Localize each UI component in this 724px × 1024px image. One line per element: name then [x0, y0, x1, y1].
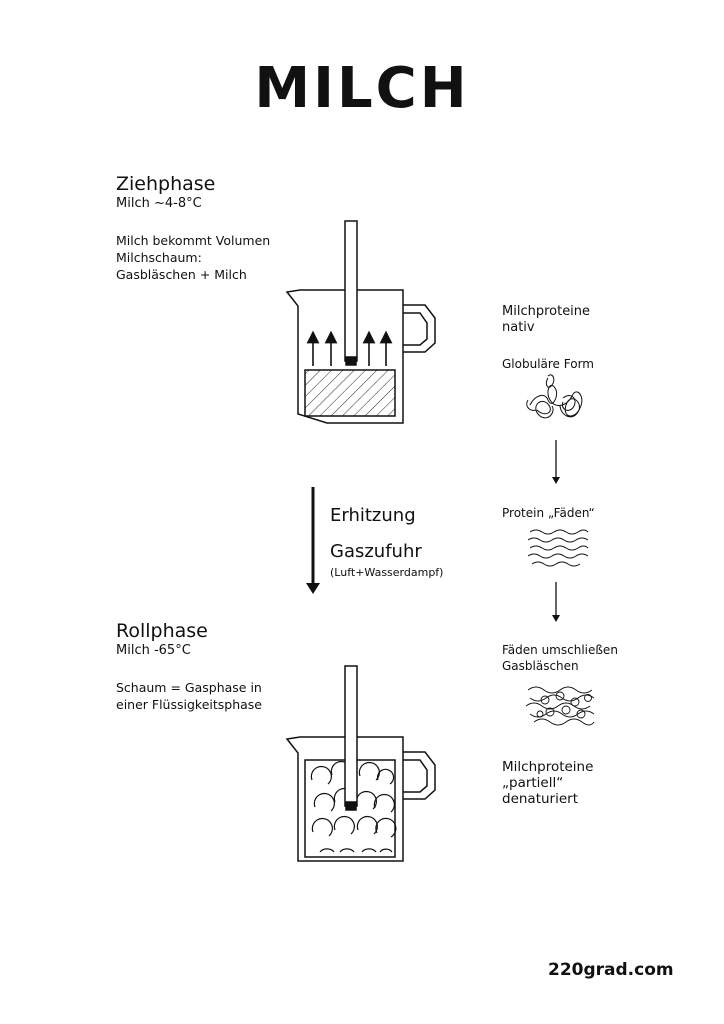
page-title: MILCH: [254, 56, 470, 121]
enclose-line: Fäden umschließen: [502, 643, 618, 657]
process-arrow: [306, 487, 320, 594]
right-arrow-2: [552, 582, 560, 622]
ziehphase-line: Milchschaum:: [116, 250, 202, 265]
native-line: Milchproteine: [502, 304, 591, 319]
denat-line: denaturiert: [502, 791, 579, 807]
denat-line: „partiell“: [502, 775, 564, 791]
ziehphase-temp: Milch ~4-8°C: [116, 196, 202, 211]
protein-threads-icon: [528, 530, 588, 566]
pitcher-ziehphase: [287, 221, 435, 423]
globular-label: Globuläre Form: [502, 357, 594, 371]
ziehphase-line: Gasbläschen + Milch: [116, 267, 247, 282]
pitcher-rollphase: [287, 666, 435, 861]
process-heating: Erhitzung: [330, 505, 416, 526]
process-gas-supply: Gaszufuhr: [330, 541, 422, 562]
process-gas-note: (Luft+Wasserdampf): [330, 566, 444, 579]
ziehphase-heading: Ziehphase: [116, 173, 216, 195]
rollphase-heading: Rollphase: [116, 620, 208, 642]
enclose-line: Gasbläschen: [502, 659, 579, 673]
threads-label: Protein „Fäden“: [502, 506, 595, 520]
native-line: nativ: [502, 320, 535, 335]
enclosed-bubbles-icon: [526, 687, 594, 725]
ziehphase-line: Milch bekommt Volumen: [116, 233, 271, 248]
footer-url: 220grad.com: [548, 960, 674, 980]
denat-line: Milchproteine: [502, 759, 594, 775]
rollphase-line: Schaum = Gasphase in: [116, 680, 262, 695]
rollphase-line: einer Flüssigkeitsphase: [116, 697, 262, 712]
rollphase-temp: Milch -65°C: [116, 643, 191, 658]
globular-protein-icon: [527, 375, 582, 418]
right-arrow-1: [552, 440, 560, 484]
